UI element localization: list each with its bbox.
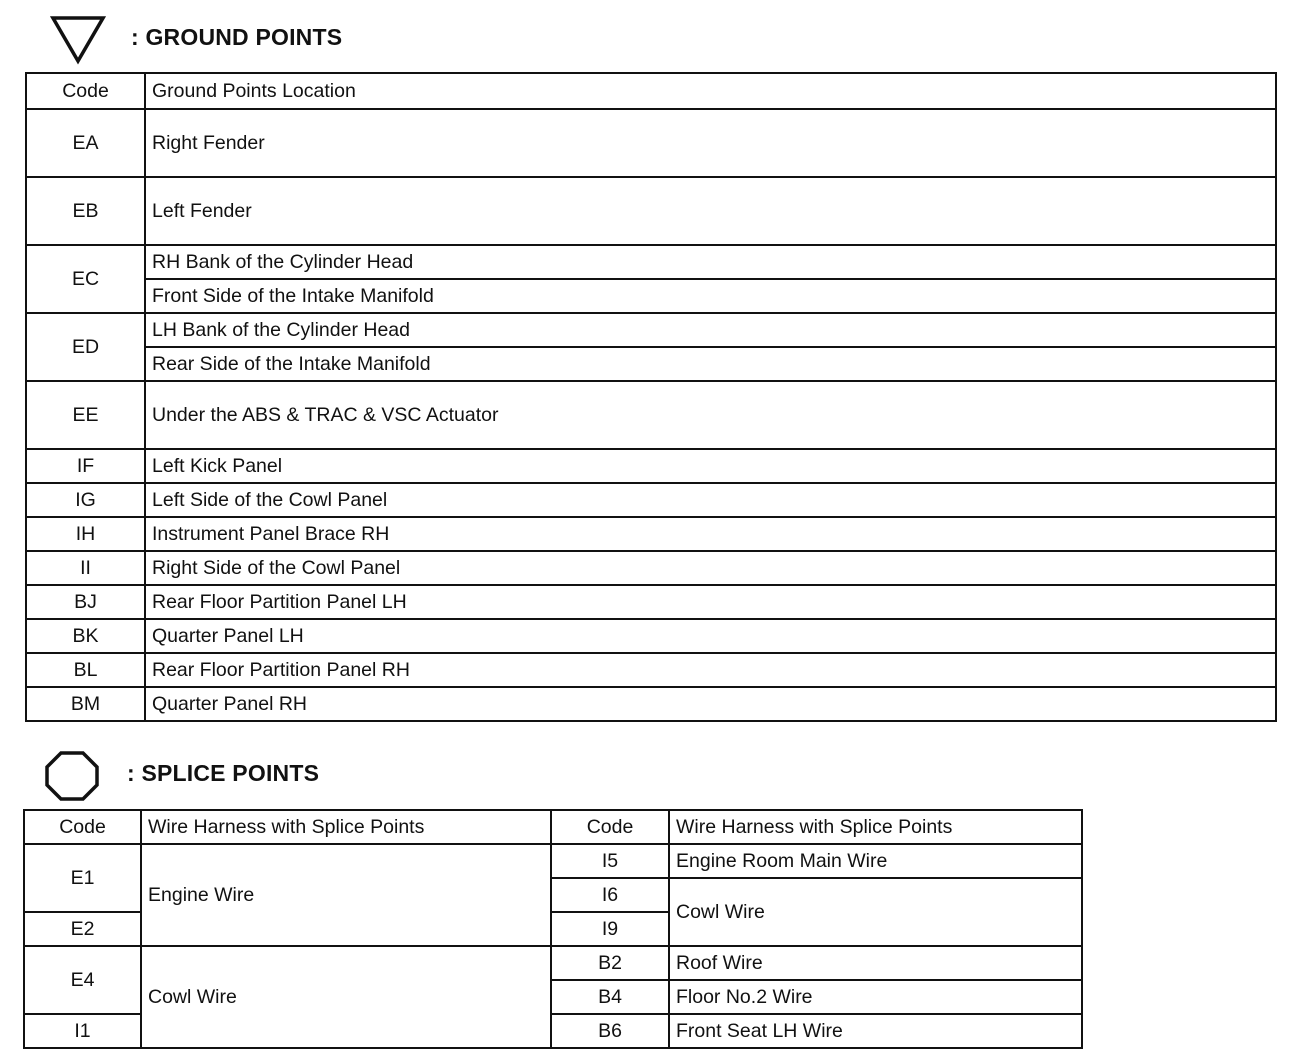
ground-location: Front Side of the Intake Manifold <box>145 279 1276 313</box>
splice-points-table <box>23 809 1083 1049</box>
splice-harness: Cowl Wire <box>669 878 1082 946</box>
ground-code: EA <box>26 109 145 177</box>
table-row <box>26 347 1276 381</box>
table-row <box>26 381 1276 449</box>
splice-header-harness: Wire Harness with Splice Points <box>669 810 1082 844</box>
table-row <box>26 517 1276 551</box>
splice-harness: Engine Room Main Wire <box>669 844 1082 878</box>
splice-code: B4 <box>551 980 669 1014</box>
splice-code: B2 <box>551 946 669 980</box>
table-row <box>26 109 1276 177</box>
ground-location: Rear Side of the Intake Manifold <box>145 347 1276 381</box>
splice-harness: Roof Wire <box>669 946 1082 980</box>
ground-location: Rear Floor Partition Panel LH <box>145 585 1276 619</box>
splice-code: E4 <box>24 946 141 1014</box>
splice-harness: Engine Wire <box>141 844 551 946</box>
splice-code: B6 <box>551 1014 669 1048</box>
splice-code: I5 <box>551 844 669 878</box>
splice-code: E1 <box>24 844 141 912</box>
splice-header-code: Code <box>551 810 669 844</box>
splice-harness: Floor No.2 Wire <box>669 980 1082 1014</box>
ground-location: Right Side of the Cowl Panel <box>145 551 1276 585</box>
ground-header-location: Ground Points Location <box>145 73 1276 109</box>
table-row <box>26 653 1276 687</box>
ground-code: BM <box>26 687 145 721</box>
splice-code: E2 <box>24 912 141 946</box>
ground-code: II <box>26 551 145 585</box>
ground-location: Quarter Panel LH <box>145 619 1276 653</box>
ground-location: LH Bank of the Cylinder Head <box>145 313 1276 347</box>
table-row <box>26 585 1276 619</box>
splice-points-title: : SPLICE POINTS <box>127 760 320 786</box>
ground-location: Left Side of the Cowl Panel <box>145 483 1276 517</box>
ground-code: EC <box>26 245 145 313</box>
ground-code: EB <box>26 177 145 245</box>
ground-code: EE <box>26 381 145 449</box>
ground-location: Instrument Panel Brace RH <box>145 517 1276 551</box>
ground-points-table <box>25 72 1277 722</box>
table-row <box>26 449 1276 483</box>
splice-harness: Cowl Wire <box>141 946 551 1048</box>
table-row <box>24 946 1082 980</box>
splice-point-octagon-icon <box>44 750 100 802</box>
table-row <box>26 279 1276 313</box>
ground-header-code: Code <box>26 73 145 109</box>
ground-location: Under the ABS & TRAC & VSC Actuator <box>145 381 1276 449</box>
table-row <box>26 687 1276 721</box>
ground-point-triangle-icon <box>50 15 106 65</box>
ground-code: BK <box>26 619 145 653</box>
splice-code: I9 <box>551 912 669 946</box>
ground-code: IG <box>26 483 145 517</box>
splice-table-header-row <box>24 810 1082 844</box>
ground-code: BJ <box>26 585 145 619</box>
splice-header-harness: Wire Harness with Splice Points <box>141 810 551 844</box>
table-row <box>24 844 1082 878</box>
ground-location: Left Fender <box>145 177 1276 245</box>
ground-location: Right Fender <box>145 109 1276 177</box>
ground-location: Rear Floor Partition Panel RH <box>145 653 1276 687</box>
splice-header-code: Code <box>24 810 141 844</box>
ground-location: Left Kick Panel <box>145 449 1276 483</box>
table-row <box>26 313 1276 347</box>
ground-location: RH Bank of the Cylinder Head <box>145 245 1276 279</box>
table-row <box>26 177 1276 245</box>
ground-code: IF <box>26 449 145 483</box>
splice-code: I1 <box>24 1014 141 1048</box>
splice-harness: Front Seat LH Wire <box>669 1014 1082 1048</box>
ground-code: ED <box>26 313 145 381</box>
ground-points-title: : GROUND POINTS <box>131 24 343 50</box>
table-row <box>26 551 1276 585</box>
ground-code: BL <box>26 653 145 687</box>
ground-location: Quarter Panel RH <box>145 687 1276 721</box>
table-row <box>26 483 1276 517</box>
ground-table-header-row <box>26 73 1276 109</box>
table-row <box>26 245 1276 279</box>
ground-code: IH <box>26 517 145 551</box>
table-row <box>26 619 1276 653</box>
splice-code: I6 <box>551 878 669 912</box>
